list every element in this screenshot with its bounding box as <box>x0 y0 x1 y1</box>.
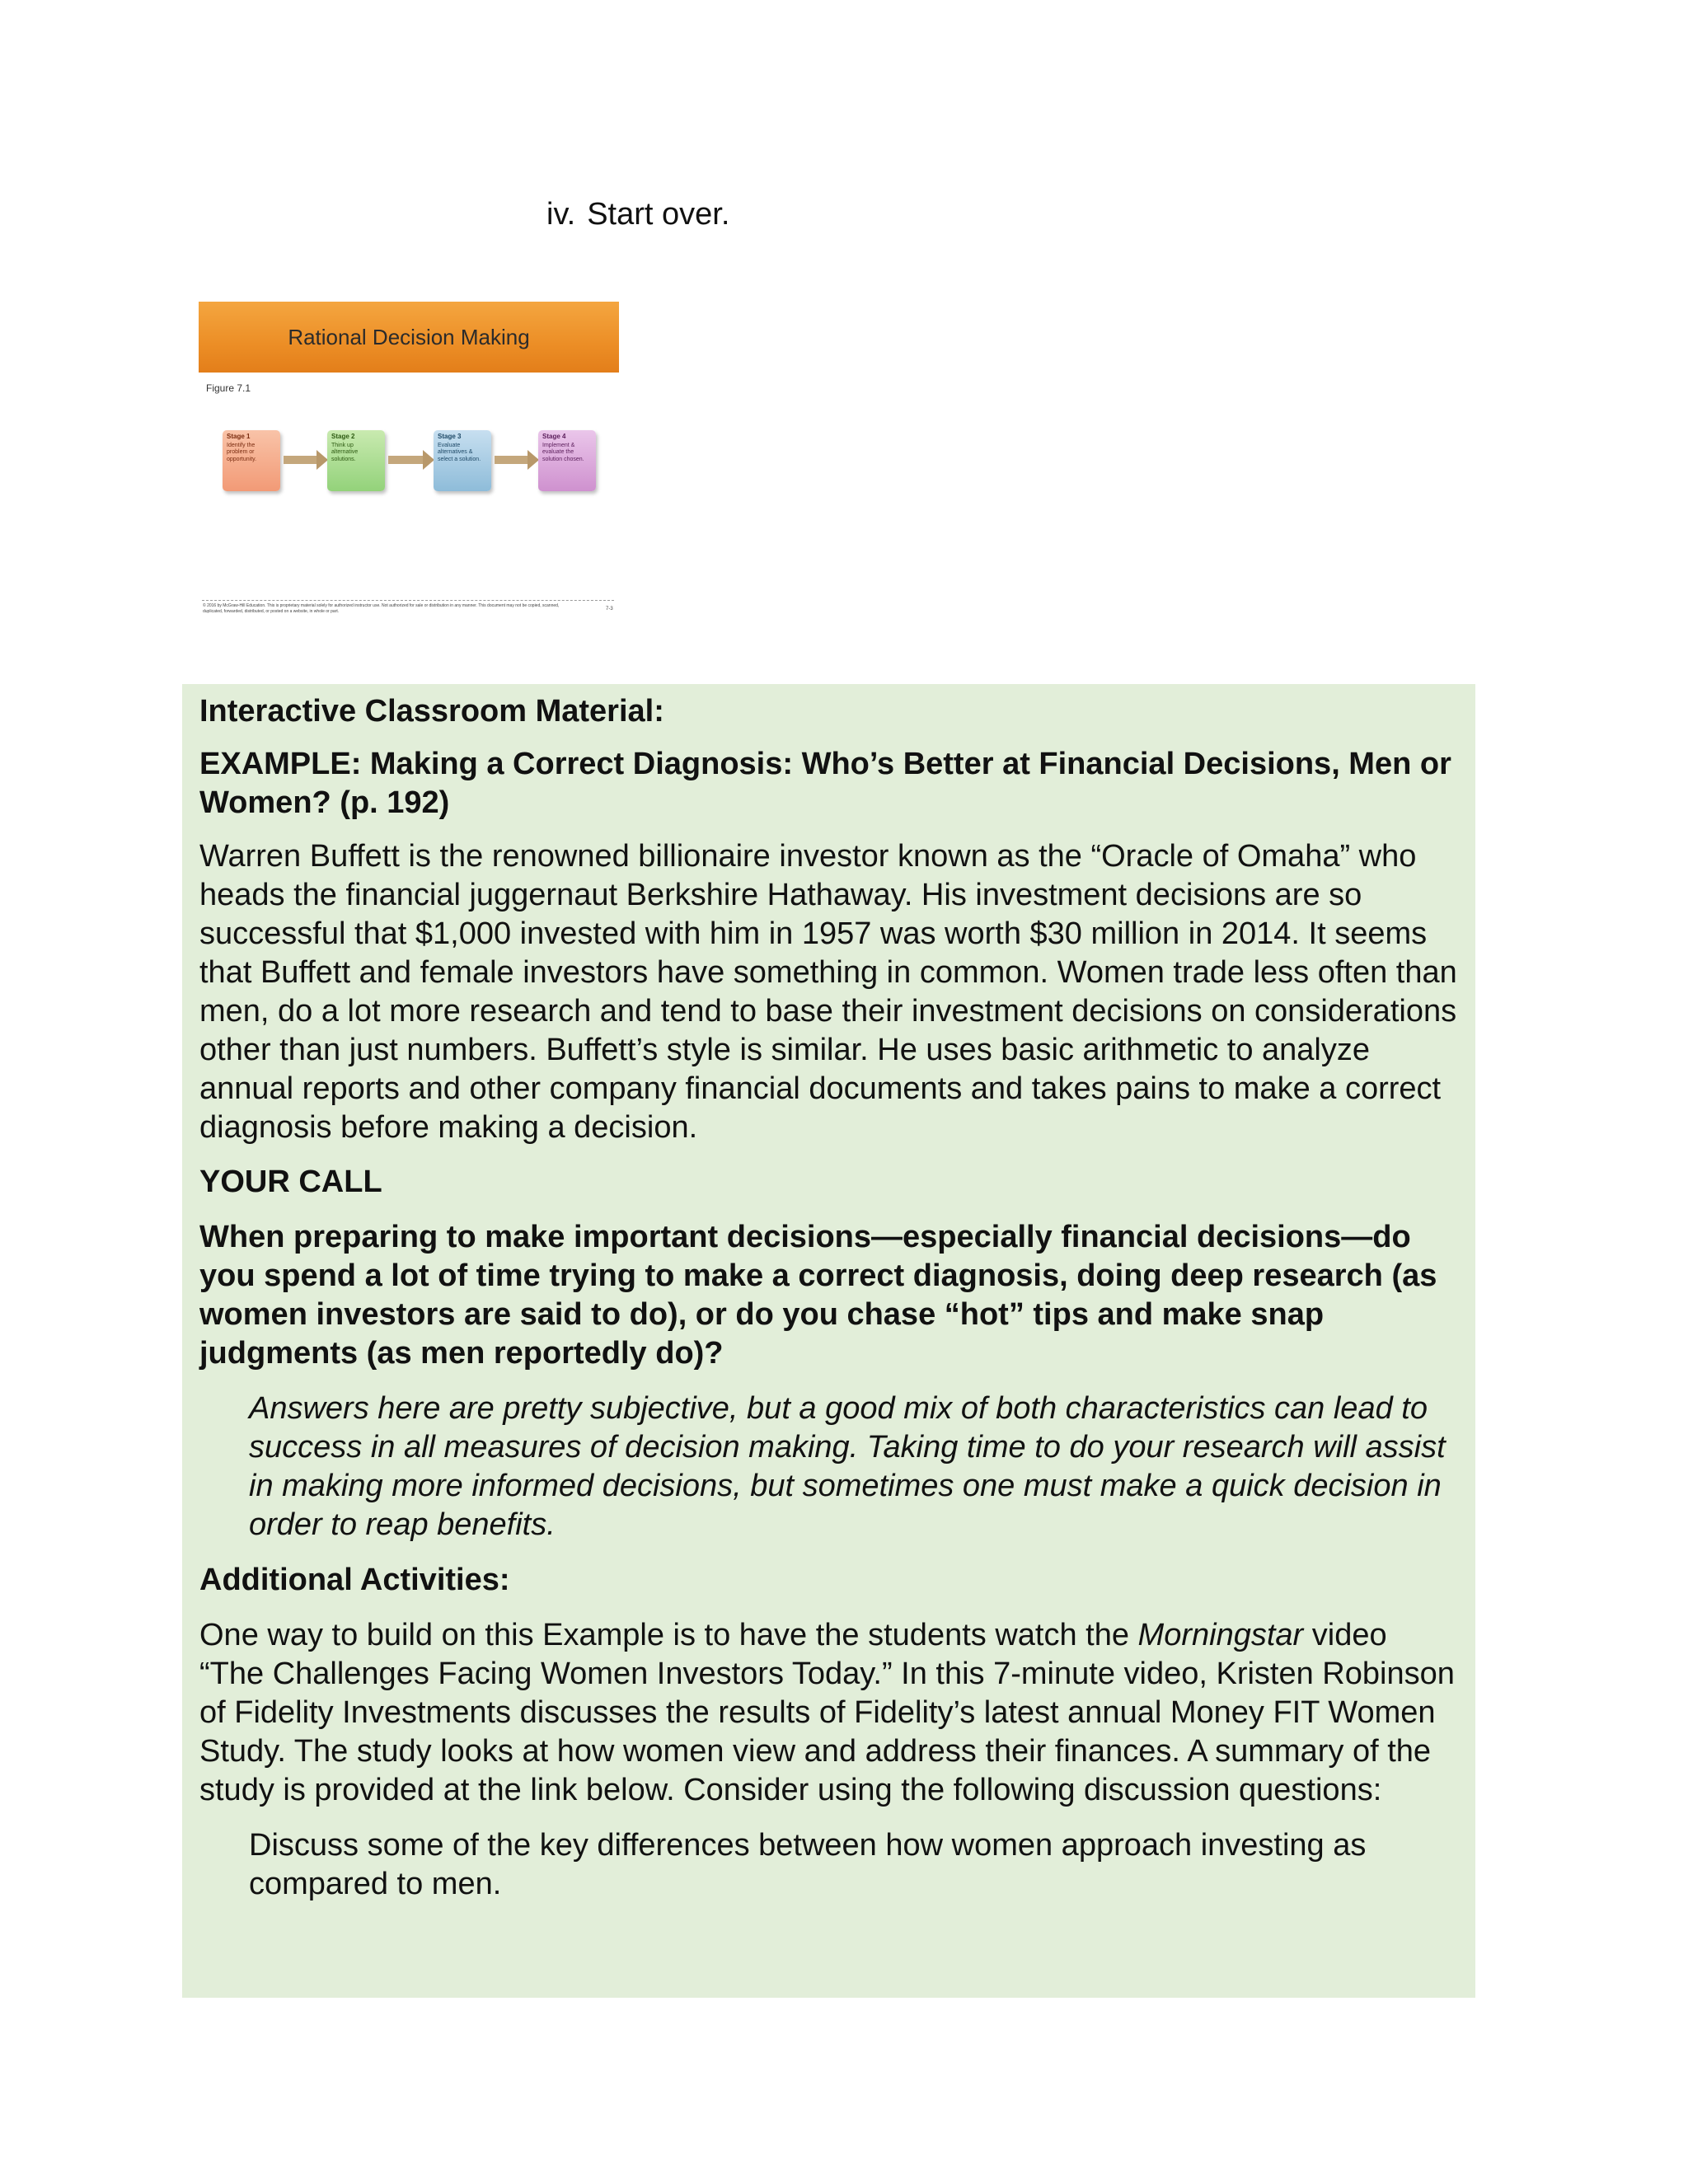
stage-text: Implement & evaluate the solution chosen. <box>542 442 584 462</box>
arrow-right-icon <box>388 456 423 464</box>
additional-activities-heading: Additional Activities: <box>199 1563 510 1597</box>
example-intro: Warren Buffett is the renowned billionaire investor known as the “Oracle of Omaha” who heads the financial juggernaut Berkshire Hathaway. His investment decisions are so successful that $1,000 invested with him in 1957 was worth $30 million in 2014. It seems that Buffett and female investors have something in common. Women trade less often than men, do a lot more research and tend to base their investment decisions on considerations other than just numbers. Buffett’s style is similar. He uses basic arithmetic to analyze annual reports and other company financial documents and takes pains to make a correct diagnosis before making a decision. <box>199 839 1457 1145</box>
your-call-question: When preparing to make important decisions—especially financial decisions—do you spend a lot of time trying to make a correct diagnosis, doing deep research (as women investors are said to do), or do you chase “hot” tips and make snap judgments (as men reportedly do)? <box>199 1220 1437 1371</box>
activity-text-start: One way to build on this Example is to have the students watch the <box>199 1618 1138 1652</box>
arrow-right-icon <box>284 456 316 464</box>
stage-4-box <box>538 430 596 491</box>
stage-title: Stage 3 <box>438 433 462 440</box>
slide-page-number: 7-3 <box>606 607 613 612</box>
discussion-question: Discuss some of the key differences between how women approach investing as compared to men. <box>249 1828 1367 1901</box>
slide-thumbnail <box>199 302 619 618</box>
stage-title: Stage 2 <box>331 433 355 440</box>
activity-text-end: video “The Challenges Facing Women Investors Today.” In this 7-minute video, Kristen Robinson of Fidelity Investments discusses the results of Fidelity’s latest annual Money FIT Women Study. The study looks at how women view and address their finances. A summary of the study is provided at the link below. Consider using the following discussion questions: <box>199 1618 1455 1807</box>
panel-heading: Interactive Classroom Material: <box>199 694 664 729</box>
list-item-text: Start over. <box>587 197 730 232</box>
slide-copyright: © 2016 by McGraw-Hill Education. This is proprietary material solely for authorized instructor use. Not authorized for sale or distribution in any manner. This document may not be copied, scanned, duplicated, forwarded, distributed, or posted on a website, in whole or part. <box>203 603 560 614</box>
stage-2-box <box>327 430 385 491</box>
example-title: EXAMPLE: Making a Correct Diagnosis: Who’s Better at Financial Decisions, Men or Women? (p. 192) <box>199 747 1451 820</box>
stage-text: Identify the problem or opportunity. <box>227 442 257 462</box>
stage-title: Stage 1 <box>227 433 251 440</box>
your-call-heading: YOUR CALL <box>199 1165 382 1199</box>
stage-title: Stage 4 <box>542 433 566 440</box>
stage-3-box <box>434 430 491 491</box>
activity-text <box>199 1616 1457 1810</box>
slide-title: Rational Decision Making <box>199 302 619 373</box>
figure-label: Figure 7.1 <box>206 382 251 394</box>
list-marker: iv. <box>546 197 576 232</box>
list-item-start-over <box>546 196 729 234</box>
answer-text: Answers here are pretty subjective, but a good mix of both characteristics can lead to success in all measures of decision making. Taking time to do your research will assist in making more informed decisions, but sometimes one must make a quick decision in order to reap benefits. <box>249 1391 1446 1542</box>
interactive-classroom-panel <box>182 684 1475 1998</box>
stage-text: Evaluate alternatives & select a solution. <box>438 442 481 462</box>
stage-1-box <box>223 430 280 491</box>
arrow-right-icon <box>495 456 528 464</box>
stage-text: Think up alternative solutions. <box>331 442 359 462</box>
morningstar-title: Morningstar <box>1137 1618 1304 1652</box>
slide-footer-divider <box>202 600 614 601</box>
